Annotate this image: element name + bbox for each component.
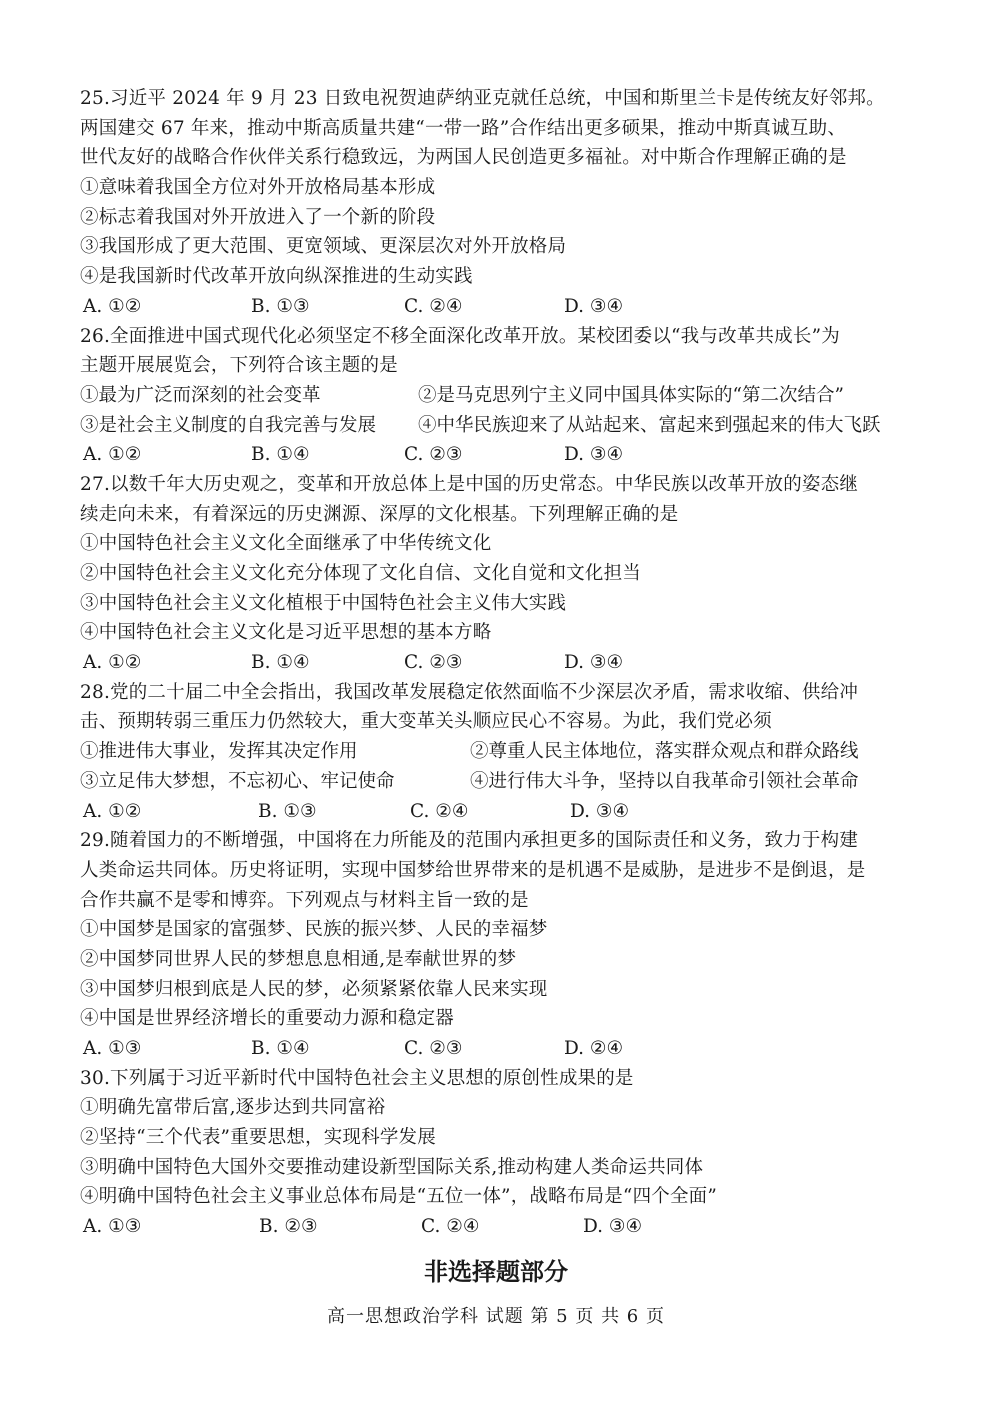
question-29 xyxy=(80,826,920,1064)
question-stem-line: 击、预期转弱三重压力仍然较大，重大变革关头顺应民心不容易。为此，我们党必须 xyxy=(80,711,772,733)
statement: ②坚持“三个代表”重要思想，实现科学发展 xyxy=(80,1127,436,1149)
answer-options xyxy=(80,1212,920,1242)
statement: ②中国特色社会主义文化充分体现了文化自信、文化自觉和文化担当 xyxy=(80,563,642,584)
answer-options xyxy=(80,1034,920,1064)
question-28 xyxy=(80,678,920,826)
option-b[interactable]: B. ②③ xyxy=(259,1216,318,1238)
option-c[interactable]: C. ②④ xyxy=(421,1216,480,1238)
statement-row xyxy=(80,411,920,441)
statement-row xyxy=(80,737,920,767)
statement: ①最为广泛而深刻的社会变革 xyxy=(80,384,321,406)
statement: ④中国特色社会主义文化是习近平思想的基本方略 xyxy=(80,622,492,644)
option-b[interactable]: B. ①③ xyxy=(258,800,317,822)
question-27 xyxy=(80,470,920,678)
option-d[interactable]: D. ③④ xyxy=(564,652,624,674)
answer-options xyxy=(80,648,920,678)
question-stem-line: 人类命运共同体。历史将证明，实现中国梦给世界带来的是机遇不是威胁，是进步不是倒退，是 xyxy=(80,859,866,881)
question-stem-line: 主题开展展览会，下列符合该主题的是 xyxy=(80,355,398,377)
question-stem-line: 28.党的二十届二中全会指出，我国改革发展稳定依然面临不少深层次矛盾，需求收缩、供给冲 xyxy=(80,681,859,703)
option-c[interactable]: C. ②③ xyxy=(404,444,463,466)
statement: ③我国形成了更大范围、更宽领域、更深层次对外开放格局 xyxy=(80,236,567,258)
question-list xyxy=(80,84,920,1242)
statement: ③立足伟大梦想，不忘初心、牢记使命 xyxy=(80,770,395,792)
statement: ①明确先富带后富,逐步达到共同富裕 xyxy=(80,1097,386,1119)
option-b[interactable]: B. ①③ xyxy=(251,295,310,317)
question-stem-line: 合作共赢不是零和博弈。下列观点与材料主旨一致的是 xyxy=(80,889,529,911)
statement: ④是我国新时代改革开放向纵深推进的生动实践 xyxy=(80,266,473,288)
question-stem-line: 27.以数千年大历史观之，变革和开放总体上是中国的历史常态。中华民族以改革开放的姿态继 xyxy=(80,473,859,495)
option-b[interactable]: B. ①④ xyxy=(251,1038,310,1059)
statement-row xyxy=(80,767,920,797)
question-stem-line: 两国建交 67 年来，推动中斯高质量共建“一带一路”合作结出更多硕果，推动中斯真诚互助、 xyxy=(80,117,847,139)
option-b[interactable]: B. ①④ xyxy=(251,444,310,466)
question-stem-line: 续走向未来，有着深远的历史渊源、深厚的文化根基。下列理解正确的是 xyxy=(80,503,679,525)
statement: ③是社会主义制度的自我完善与发展 xyxy=(80,414,377,436)
statement: ①中国梦是国家的富强梦、民族的振兴梦、人民的幸福梦 xyxy=(80,919,548,941)
answer-options xyxy=(80,440,920,470)
statement: ④进行伟大斗争，坚持以自我革命引领社会革命 xyxy=(470,770,859,792)
option-a[interactable]: A. ①② xyxy=(83,295,142,317)
option-a[interactable]: A. ①③ xyxy=(83,1038,142,1059)
option-c[interactable]: C. ②③ xyxy=(404,652,463,674)
question-30 xyxy=(80,1064,920,1242)
answer-options xyxy=(80,797,920,827)
question-stem-line: 29.随着国力的不断增强，中国将在力所能及的范围内承担更多的国际责任和义务，致力于构建 xyxy=(80,830,859,852)
question-stem-line: 26.全面推进中国式现代化必须坚定不移全面深化改革开放。某校团委以“我与改革共成长”为 xyxy=(80,325,840,347)
section-title: 非选择题部分 xyxy=(424,1258,568,1286)
option-b[interactable]: B. ①④ xyxy=(251,652,310,674)
statement: ③中国特色社会主义文化植根于中国特色社会主义伟大实践 xyxy=(80,592,567,614)
option-a[interactable]: A. ①② xyxy=(83,800,142,822)
statement: ②中国梦同世界人民的梦想息息相通,是奉献世界的梦 xyxy=(80,948,517,970)
statement: ③明确中国特色大国外交要推动建设新型国际关系,推动构建人类命运共同体 xyxy=(80,1156,704,1178)
statement: ①中国特色社会主义文化全面继承了中华传统文化 xyxy=(80,533,492,555)
statement: ③中国梦归根到底是人民的梦，必须紧紧依靠人民来实现 xyxy=(80,978,548,1000)
option-c[interactable]: C. ②④ xyxy=(404,295,463,317)
statement: ①推进伟大事业，发挥其决定作用 xyxy=(80,741,358,763)
statement: ②尊重人民主体地位，落实群众观点和群众路线 xyxy=(470,741,859,763)
option-a[interactable]: A. ①③ xyxy=(83,1216,142,1238)
option-d[interactable]: D. ③④ xyxy=(583,1216,643,1238)
question-25 xyxy=(80,84,920,322)
option-d[interactable]: D. ③④ xyxy=(570,800,630,822)
option-d[interactable]: D. ③④ xyxy=(564,444,624,466)
statement: ②是马克思列宁主义同中国具体实际的“第二次结合” xyxy=(418,384,844,406)
question-stem-line: 30.下列属于习近平新时代中国特色社会主义思想的原创性成果的是 xyxy=(80,1067,634,1089)
option-c[interactable]: C. ②③ xyxy=(404,1038,463,1059)
option-d[interactable]: D. ③④ xyxy=(564,295,624,317)
statement-row xyxy=(80,381,920,411)
option-a[interactable]: A. ①② xyxy=(83,444,142,466)
option-c[interactable]: C. ②④ xyxy=(410,800,469,822)
option-a[interactable]: A. ①② xyxy=(83,652,142,674)
question-stem-line: 世代友好的战略合作伙伴关系行稳致远，为两国人民创造更多福祉。对中斯合作理解正确的是 xyxy=(80,147,847,169)
statement: ②标志着我国对外开放进入了一个新的阶段 xyxy=(80,206,436,228)
page-footer: 高一思想政治学科 试题 第 5 页 共 6 页 xyxy=(327,1306,665,1327)
statement: ④中华民族迎来了从站起来、富起来到强起来的伟大飞跃 xyxy=(418,414,881,436)
question-stem-line: 25.习近平 2024 年 9 月 23 日致电祝贺迪萨纳亚克就任总统，中国和斯里兰卡是传统友好邻邦。 xyxy=(80,88,885,109)
statement: ④中国是世界经济增长的重要动力源和稳定器 xyxy=(80,1008,455,1030)
statement: ④明确中国特色社会主义事业总体布局是“五位一体”，战略布局是“四个全面” xyxy=(80,1186,718,1208)
option-d[interactable]: D. ②④ xyxy=(564,1038,624,1059)
answer-options xyxy=(80,292,920,322)
statement: ①意味着我国全方位对外开放格局基本形成 xyxy=(80,177,436,199)
question-26 xyxy=(80,322,920,470)
